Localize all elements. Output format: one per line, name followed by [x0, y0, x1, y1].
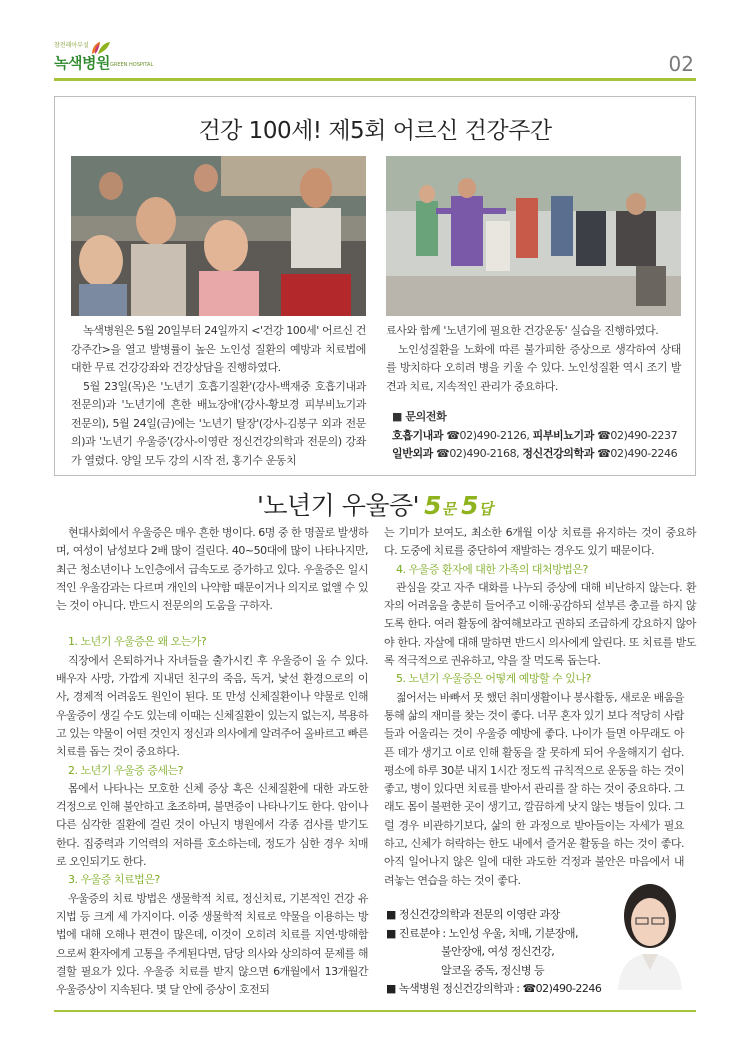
article1-paragraph: 녹색병원은 5월 20일부터 24일까지 <'건강 100세' 어르신 건강주간>을 열고 발병률이 높은 노인성 질환의 예방과 치료법에 대한 무료 건강강좌와 건강상담을 진행하였다.: [71, 324, 366, 374]
doctor-specialty: ■ 진료분야 : 노인성 우울, 치매, 기분장애,: [386, 926, 578, 940]
question-heading: 5. 노년기 우울증은 어떻게 예방할 수 있나?: [396, 672, 591, 686]
article1-paragraph: 료사와 함께 '노년기에 필요한 건강운동' 실습을 진행하였다.: [386, 324, 659, 337]
doctor-portrait: [604, 870, 696, 990]
contact-label: ■ 문의전화: [392, 410, 447, 423]
article2-column-left: [56, 524, 368, 999]
contact-row: [392, 427, 692, 446]
article1-paragraph: 노인성질환을 노화에 따른 불가피한 증상으로 생각하여 상태를 방치하다 오히려 병을 키울 수 있다. 노인성질환 역시 조기 발견과 치료, 지속적인 관리가 중요하다.: [386, 342, 681, 393]
answer-text: 젊어서는 바빠서 못 했던 취미생활이나 봉사활동, 새로운 배움을 통해 삶의 재미를 찾는 것이 좋다. 너무 혼자 있기 보다 적당히 사람들과 어울리는 것이 우울증 예방에 좋다. 나이가 들면 아무래도 아픈 데가 생기고 이로 인해 활동을 잘 못하게 되어 우울해지기 쉽다. 평소에 하루 30분 내지 1시간 정도씩 규칙적으로 운동을 하는 것이 좋고, 병이 있다면 치료를 받아서 관리를 잘 하는 것이 중요하다. 그래도 몸이 불편한 곳이 생기고, 깔끔하게 낫지 않는 병들이 있다. 그럴 경우 비관하기보다, 삶의 한 과정으로 받아들이는 자세가 필요하고, 신체가 허락하는 한도 내에서 즐거운 활동을 하는 것이 좋다. 아직 일어나지 않은 일에 대한 과도한 걱정과 불안은 마음에서 내려놓는 연습을 하는 것이 좋다.: [384, 690, 684, 887]
question-heading: 4. 우울증 환자에 대한 가족의 대처방법은?: [396, 562, 588, 576]
answer-text: 몸에서 나타나는 모호한 신체 증상 혹은 신체질환에 대한 과도한 걱정으로 인해 불안하고 초조하며, 불면증이 나타나기도 한다. 암이나 다른 심각한 질환에 걸린 것이 아닌지 병원에서 각종 검사를 받기도 한다. 집중력과 기억력의 저하를 호소하는데, 정도가 심한 경우 치매로 오인되기도 한다.: [56, 781, 368, 869]
seniors-audience-photo: [71, 156, 366, 316]
doctor-info: [386, 906, 616, 999]
phone-number: ☎02)490-2168,: [436, 447, 520, 460]
exercise-class-photo: [386, 156, 681, 316]
phone-number: ☎02)490-2237: [597, 428, 678, 442]
hospital-logo: [54, 40, 154, 72]
dept-name: 호흡기내과: [392, 428, 444, 442]
doctor-specialty: 알코올 중독, 정신병 등: [441, 963, 545, 977]
article2-title-num: 5: [424, 491, 442, 520]
logo-english: GREEN HOSPITAL: [110, 62, 154, 68]
article2-column-right: [384, 524, 696, 890]
article1-paragraph: 5월 23일(목)은 '노년기 호흡기질환'(강사-백재중 호흡기내과 전문의)과 '노년기에 흔한 배뇨장애'(강사-황보경 피부비뇨기과 전문의), 5월 24일(금)에는 '노년기 탈장'(강사-김봉구 외과 전문의)과 '노년기 우울증'(강사-이영란 정신건강의학과 전문의) 강좌가 열렸다. 양일 모두 강의 시작 전, 홍기수 운동치: [71, 379, 366, 467]
answer-text: 직장에서 은퇴하거나 자녀들을 출가시킨 후 우울증이 올 수 있다. 배우자 사망, 가깝게 지내던 친구의 죽음, 독거, 낯선 환경으로의 이사, 경제적 어려움도 원인이 된다. 또 만성 신체질환이나 약물로 인해 우울증이 생길 수도 있는데 이때는 신체질환이 있는지 없는지, 복용하고 있는 약물이 어떤 것인지 정신과 의사에게 알려주어 올바르고 빠른 치료를 돕는 것이 중요하다.: [56, 653, 368, 759]
doctor-specialty: 불안장애, 여성 정신건강,: [441, 945, 555, 958]
question-heading: 1. 노년기 우울증은 왜 오는가?: [68, 635, 207, 649]
dept-name: 피부비뇨기과: [532, 428, 594, 442]
page-number: 02: [668, 52, 694, 76]
contact-info: [392, 408, 692, 464]
logo-subtitle: 참전레아부설: [54, 42, 89, 49]
article1-column-right: [386, 322, 681, 396]
question-heading: 2. 노년기 우울증 증세는?: [68, 763, 183, 777]
dept-name: 정신건강의학과: [522, 447, 594, 460]
answer-text: 우울증의 치료 방법은 생물학적 치료, 정신치료, 기본적인 건강 유지법 등 크게 세 가지이다. 이중 생물학적 치료로 약물을 이용하는 방법에 대해 오해나 편견이 많은데, 이것이 오히려 치료를 지연·방해함으로써 환자에게 고통을 주게된다면, 담당 의사와 상의하여 문제를 해결할 필요가 있다. 우울증 치료를 받지 않으면 6개월에서 13개월간 우울증상이 지속된다. 몇 달 안에 증상이 호전되: [56, 891, 368, 997]
doctor-name: ■ 정신건강의학과 전문의 이영란 과장: [386, 908, 560, 921]
article2-title-main: '노년기 우울증': [256, 491, 420, 520]
contact-row: [392, 445, 692, 464]
article2-title-num: 5: [461, 491, 479, 520]
logo-name: 녹색병원: [54, 54, 110, 72]
article2-title: [0, 486, 750, 522]
dept-name: 일반외과: [392, 447, 433, 460]
footer-divider: [54, 1010, 696, 1012]
article2-intro: 현대사회에서 우울증은 매우 흔한 병이다. 6명 중 한 명꼴로 발생하며, 여성이 남성보다 2배 많이 걸린다. 40~50대에 많이 나타나지만, 최근 청소년이나 노인층에서 급속도로 증가하고 있다. 우울증은 일시적인 우울감과는 다르며 개인의 나약함 때문이거나 의지로 없앨 수 있는 것이 아니다. 반드시 전문의의 도움을 구하자.: [56, 526, 368, 613]
phone-number: ☎02)490-2126,: [446, 428, 530, 442]
phone-number: ☎02)490-2246: [597, 447, 678, 460]
answer-text: 관심을 갖고 자주 대화를 나누되 증상에 대해 비난하지 않는다. 환자의 어려움을 충분히 들어주고 이해·공감하되 섣부른 충고를 하지 않도록 한다. 여러 활동에 참여해보라고 권하되 조급하게 강요하지 않아야 한다. 자살에 대해 말하면 반드시 의사에게 알린다. 또 치료를 받도록 적극적으로 권유하고, 약을 잘 먹도록 돕는다.: [384, 580, 696, 668]
answer-text: 는 기미가 보여도, 최소한 6개월 이상 치료를 유지하는 것이 중요하다. 도중에 치료를 중단하여 재발하는 경우도 있기 때문이다.: [384, 526, 696, 558]
article2-title-word: 문: [441, 500, 457, 518]
doctor-phone: ■ 녹색병원 정신건강의학과 : ☎02)490-2246: [386, 982, 602, 995]
article1-column-left: [71, 322, 366, 470]
article1-title: 건강 100세! 제5회 어르신 건강주간: [198, 118, 552, 144]
header-divider: [54, 78, 696, 81]
question-heading: 3. 우울증 치료법은?: [68, 873, 160, 887]
article2-title-word: 답: [478, 500, 494, 518]
